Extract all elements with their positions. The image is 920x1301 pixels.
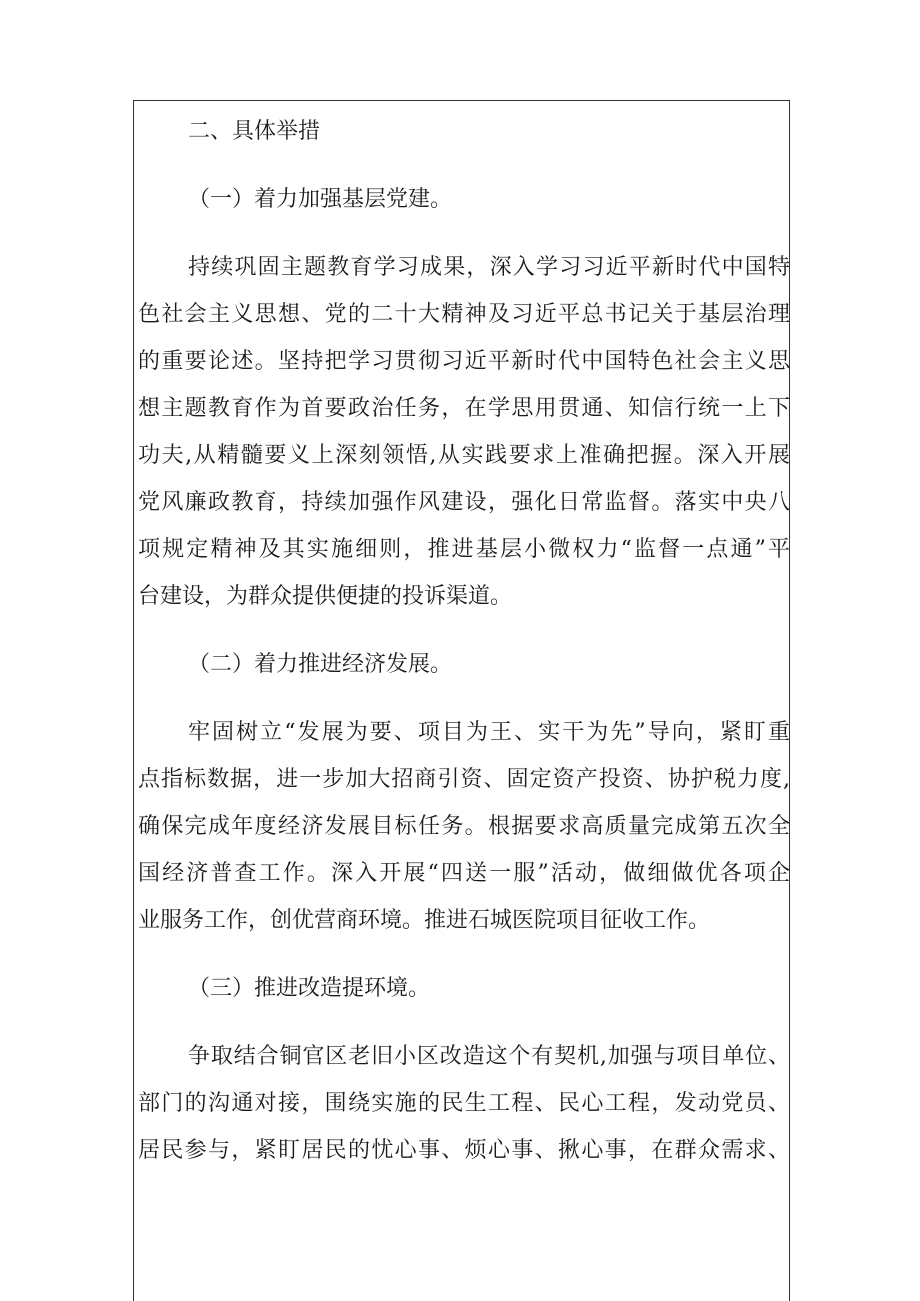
paragraph-2-line-3: 确保完成年度经济发展目标任务。根据要求高质量完成第五次全 <box>138 814 790 839</box>
paragraph-3-line-3: 居民参与，紧盯居民的忧心事、烦心事、揪心事，在群众需求、 <box>138 1138 790 1163</box>
subsection-2-heading: （二）着力推进经济发展。 <box>188 652 453 677</box>
paragraph-2-line-4: 国经济普查工作。深入开展“四送一服”活动，做细做优各项企 <box>138 861 790 886</box>
subsection-3-heading: （三）推进改造提环境。 <box>188 976 431 1001</box>
paragraph-2-line-1: 牢固树立“发展为要、项目为王、实干为先”导向，紧盯重 <box>188 720 790 745</box>
paragraph-1-line-4: 想主题教育作为首要政治任务，在学思用贯通、知信行统一上下 <box>138 396 790 421</box>
section-heading: 二、具体举措 <box>188 119 321 144</box>
paragraph-1-line-5: 功夫,从精髓要义上深刻领悟,从实践要求上准确把握。深入开展 <box>138 443 790 468</box>
paragraph-1-line-3: 的重要论述。坚持把学习贯彻习近平新时代中国特色社会主义思 <box>138 349 790 374</box>
paragraph-3-line-1: 争取结合铜官区老旧小区改造这个有契机,加强与项目单位、 <box>188 1044 790 1069</box>
paragraph-2-line-2: 点指标数据，进一步加大招商引资、固定资产投资、协护税力度, <box>138 767 790 792</box>
paragraph-1-line-2: 色社会主义思想、党的二十大精神及习近平总书记关于基层治理 <box>138 302 790 327</box>
paragraph-3-line-2: 部门的沟通对接，围绕实施的民生工程、民心工程，发动党员、 <box>138 1091 790 1116</box>
subsection-1-heading: （一）着力加强基层党建。 <box>188 187 453 212</box>
paragraph-1-line-1: 持续巩固主题教育学习成果，深入学习习近平新时代中国特 <box>188 255 790 280</box>
paragraph-2-line-5: 业服务工作，创优营商环境。推进石城医院项目征收工作。 <box>138 908 711 933</box>
paragraph-1-line-6: 党风廉政教育，持续加强作风建设，强化日常监督。落实中央八 <box>138 490 790 515</box>
paragraph-1-line-8: 台建设，为群众提供便捷的投诉渠道。 <box>138 584 513 609</box>
paragraph-1-line-7: 项规定精神及其实施细则，推进基层小微权力“监督一点通”平 <box>138 537 790 562</box>
